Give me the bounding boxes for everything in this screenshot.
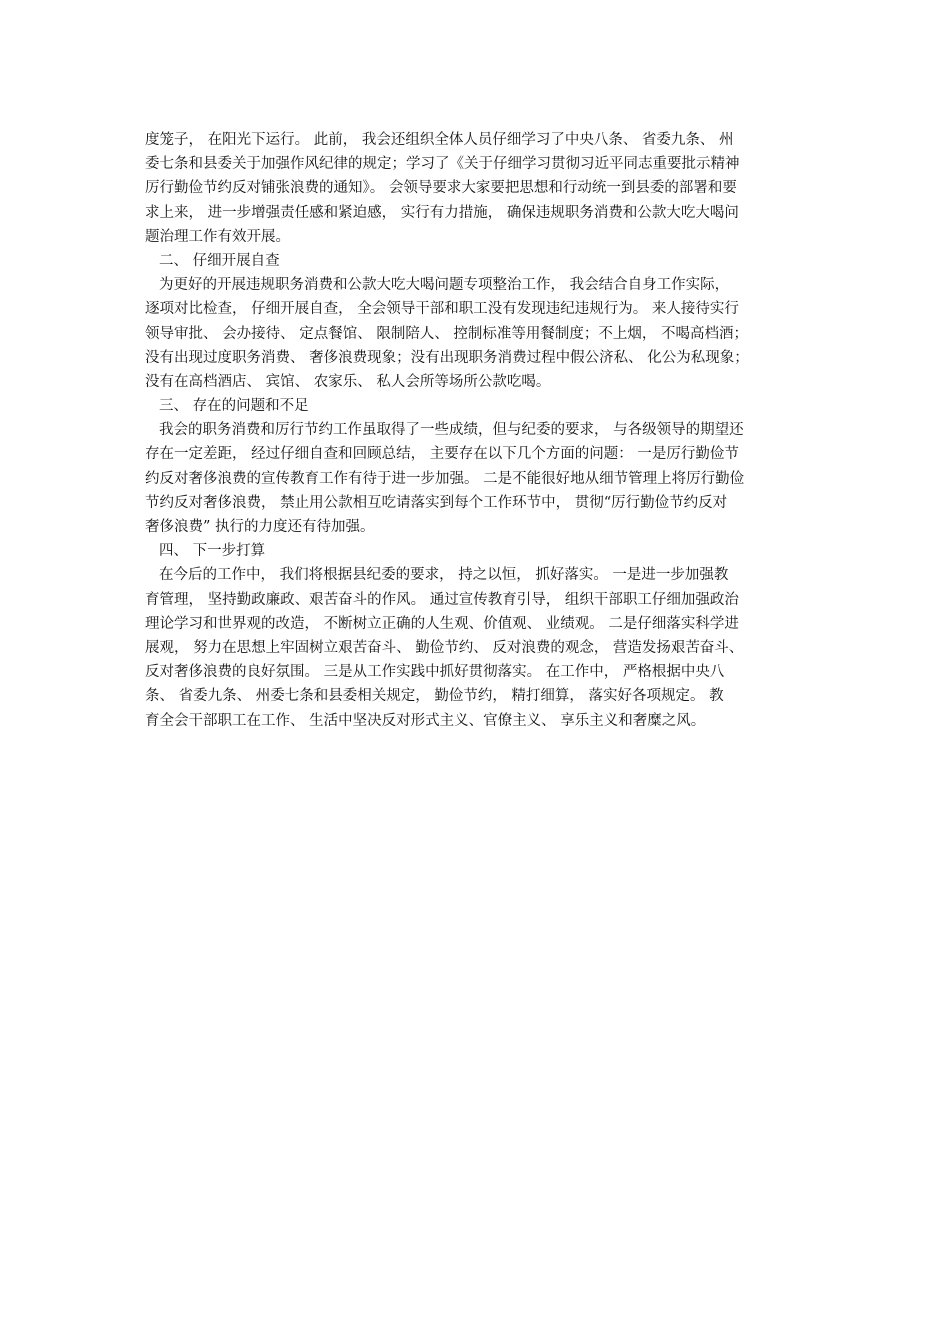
body-line: 逐项对比检查， 仔细开展自查， 全会领导干部和职工没有发现违纪违规行为。 来人接待实行 [145, 301, 739, 318]
section-heading: 三、 存在的问题和不足 [159, 398, 309, 415]
body-line: 育全会干部职工在工作、 生活中坚决反对形式主义、官僚主义、 享乐主义和奢糜之风。 [145, 712, 706, 729]
body-line: 条、 省委九条、 州委七条和县委相关规定， 勤俭节约， 精打细算， 落实好各项规定。 教 [145, 688, 724, 705]
body-line: 理论学习和世界观的改造， 不断树立正确的人生观、价值观、 业绩观。 二是仔细落实科学进 [145, 615, 739, 632]
paragraph-first-line: 我会的职务消费和厉行节约工作虽取得了一些成绩，但与纪委的要求， 与各级领导的期望还 [159, 422, 744, 439]
body-line: 领导审批、 会办接待、 定点餐馆、 限制陪人、 控制标准等用餐制度；不上烟， 不喝高档酒； [145, 325, 749, 342]
body-line: 节约反对奢侈浪费， 禁止用公款相互吃请落实到每个工作环节中， 贯彻“厉行勤俭节约反对 [145, 494, 728, 511]
section-heading: 二、 仔细开展自查 [159, 252, 280, 269]
body-line: 展观， 努力在思想上牢固树立艰苦奋斗、 勤俭节约、 反对浪费的观念， 营造发扬艰苦奋斗、 [145, 639, 744, 656]
body-line: 约反对奢侈浪费的宣传教育工作有待于进一步加强。 二是不能很好地从细节管理上将厉行勤俭 [145, 470, 745, 487]
body-line: 存在一定差距， 经过仔细自查和回顾总结， 主要存在以下几个方面的问题： 一是厉行勤俭节 [145, 446, 739, 463]
body-line: 厉行勤俭节约反对铺张浪费的通知》。 会领导要求大家要把思想和行动统一到县委的部署和要 [145, 180, 737, 197]
body-line: 度笼子， 在阳光下运行。 此前， 我会还组织全体人员仔细学习了中央八条、 省委九条、 州 [145, 132, 734, 148]
body-line: 题治理工作有效开展。 [145, 228, 290, 245]
paragraph-first-line: 在今后的工作中， 我们将根据县纪委的要求， 持之以恒， 抓好落实。 一是进一步加强教 [159, 567, 729, 584]
body-line: 奢侈浪费” 执行的力度还有待加强。 [145, 519, 375, 535]
body-line: 委七条和县委关于加强作风纪律的规定；学习了《关于仔细学习贯彻习近平同志重要批示精神 [145, 156, 740, 173]
paragraph-first-line: 为更好的开展违规职务消费和公款大吃大喝问题专项整治工作， 我会结合自身工作实际， [159, 277, 730, 294]
body-line: 育管理， 坚持勤政廉政、艰苦奋斗的作风。 通过宣传教育引导， 组织干部职工仔细加强政治 [145, 591, 739, 608]
body-line: 没有出现过度职务消费、 奢侈浪费现象；没有出现职务消费过程中假公济私、 化公为私现象； [145, 349, 749, 366]
body-line: 反对奢侈浪费的良好氛围。 三是从工作实践中抓好贯彻落实。 在工作中， 严格根据中央八 [145, 664, 725, 681]
body-line: 没有在高档酒店、 宾馆、 农家乐、 私人会所等场所公款吃喝。 [145, 373, 551, 390]
body-line: 求上来， 进一步增强责任感和紧迫感， 实行有力措施， 确保违规职务消费和公款大吃大喝问 [145, 204, 739, 221]
section-heading: 四、 下一步打算 [159, 543, 266, 560]
document-body [145, 128, 815, 733]
